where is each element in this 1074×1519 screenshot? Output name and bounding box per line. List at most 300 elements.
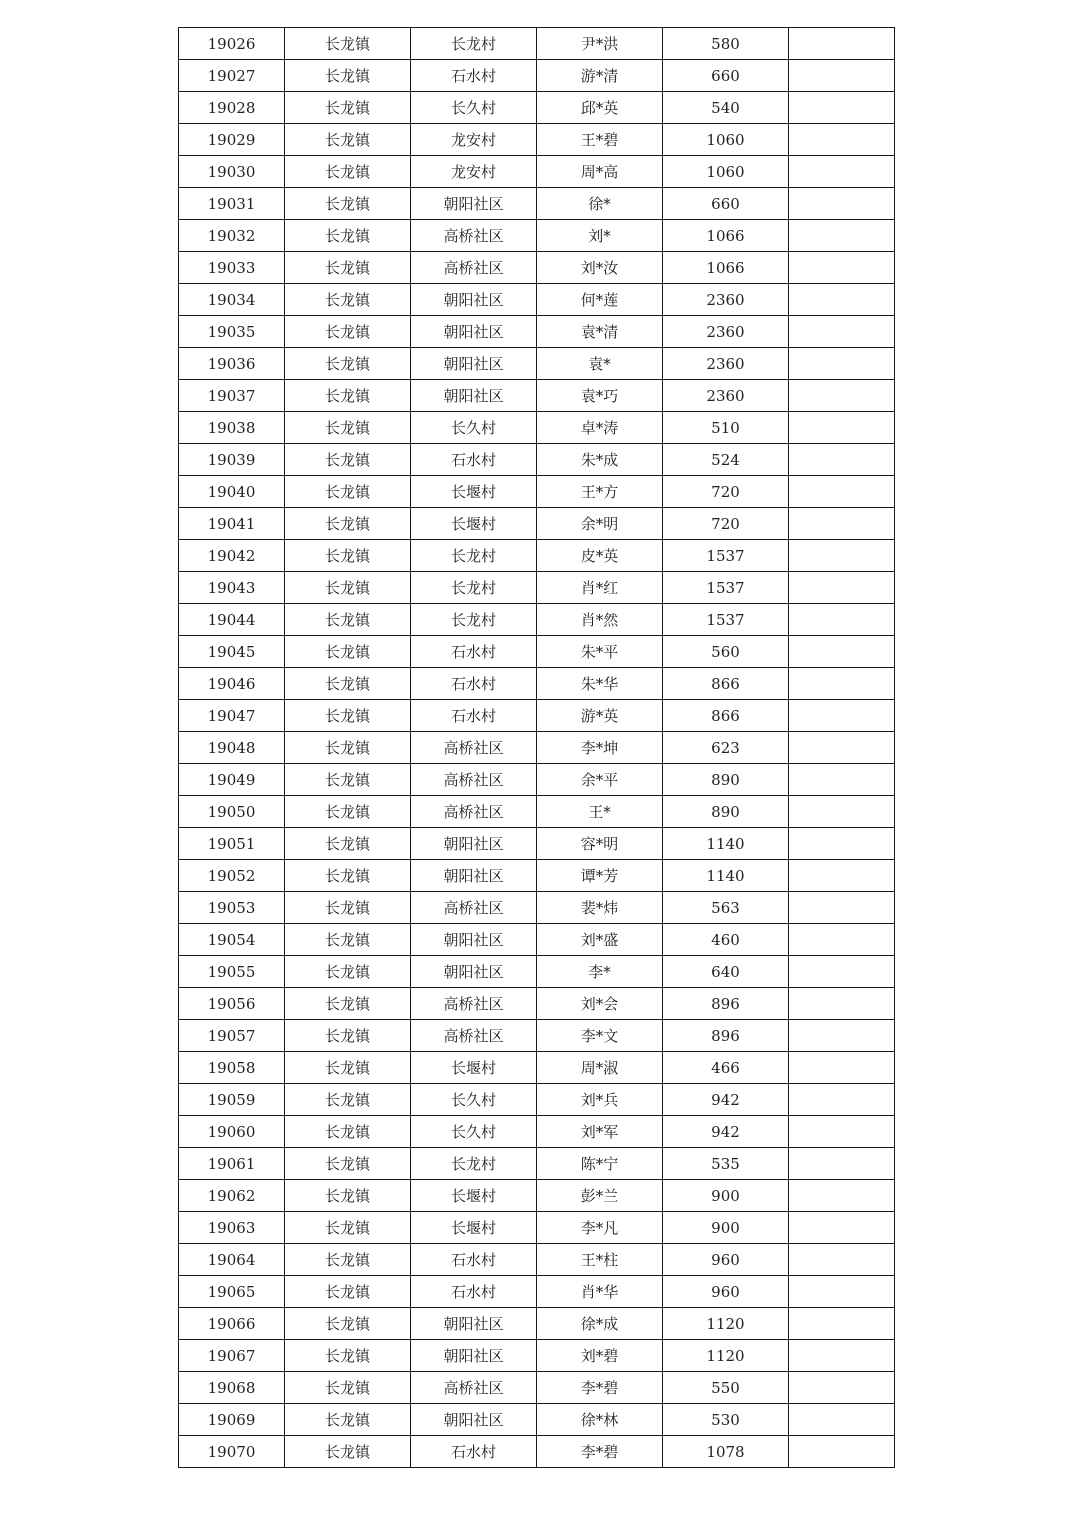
village-cell: 高桥社区 [411, 1372, 537, 1404]
serial-number-cell: 19047 [179, 700, 285, 732]
serial-number-cell: 19053 [179, 892, 285, 924]
serial-number-cell: 19042 [179, 540, 285, 572]
serial-number-cell: 19038 [179, 412, 285, 444]
village-cell: 石水村 [411, 1436, 537, 1468]
table-row [179, 668, 895, 700]
serial-number-cell: 19069 [179, 1404, 285, 1436]
amount-cell: 900 [663, 1212, 789, 1244]
table-row [179, 572, 895, 604]
table-row [179, 60, 895, 92]
village-cell: 高桥社区 [411, 764, 537, 796]
note-cell [789, 1276, 895, 1308]
town-cell: 长龙镇 [285, 476, 411, 508]
name-cell: 王* [537, 796, 663, 828]
table-row [179, 1308, 895, 1340]
amount-cell: 2360 [663, 380, 789, 412]
village-cell: 石水村 [411, 1244, 537, 1276]
amount-cell: 720 [663, 508, 789, 540]
serial-number-cell: 19036 [179, 348, 285, 380]
village-cell: 长堰村 [411, 1212, 537, 1244]
village-cell: 朝阳社区 [411, 828, 537, 860]
note-cell [789, 540, 895, 572]
town-cell: 长龙镇 [285, 988, 411, 1020]
name-cell: 裴*炜 [537, 892, 663, 924]
name-cell: 游*清 [537, 60, 663, 92]
name-cell: 袁*清 [537, 316, 663, 348]
town-cell: 长龙镇 [285, 1340, 411, 1372]
table-row [179, 956, 895, 988]
note-cell [789, 316, 895, 348]
table-row [179, 284, 895, 316]
serial-number-cell: 19054 [179, 924, 285, 956]
note-cell [789, 1116, 895, 1148]
note-cell [789, 732, 895, 764]
village-cell: 朝阳社区 [411, 380, 537, 412]
amount-cell: 1060 [663, 156, 789, 188]
table-row [179, 348, 895, 380]
town-cell: 长龙镇 [285, 1436, 411, 1468]
village-cell: 高桥社区 [411, 892, 537, 924]
note-cell [789, 476, 895, 508]
table-row [179, 860, 895, 892]
name-cell: 刘* [537, 220, 663, 252]
village-cell: 高桥社区 [411, 796, 537, 828]
serial-number-cell: 19068 [179, 1372, 285, 1404]
table-row [179, 124, 895, 156]
amount-cell: 640 [663, 956, 789, 988]
name-cell: 刘*兵 [537, 1084, 663, 1116]
village-cell: 石水村 [411, 668, 537, 700]
town-cell: 长龙镇 [285, 1116, 411, 1148]
name-cell: 刘*碧 [537, 1340, 663, 1372]
note-cell [789, 796, 895, 828]
note-cell [789, 60, 895, 92]
serial-number-cell: 19035 [179, 316, 285, 348]
table-row [179, 796, 895, 828]
town-cell: 长龙镇 [285, 924, 411, 956]
amount-cell: 550 [663, 1372, 789, 1404]
name-cell: 王*方 [537, 476, 663, 508]
serial-number-cell: 19039 [179, 444, 285, 476]
amount-cell: 540 [663, 92, 789, 124]
serial-number-cell: 19049 [179, 764, 285, 796]
amount-cell: 1537 [663, 572, 789, 604]
town-cell: 长龙镇 [285, 1084, 411, 1116]
table-row [179, 444, 895, 476]
note-cell [789, 604, 895, 636]
town-cell: 长龙镇 [285, 252, 411, 284]
village-cell: 朝阳社区 [411, 924, 537, 956]
name-cell: 朱*成 [537, 444, 663, 476]
village-cell: 石水村 [411, 444, 537, 476]
table-row [179, 1084, 895, 1116]
table-row [179, 92, 895, 124]
amount-cell: 466 [663, 1052, 789, 1084]
note-cell [789, 508, 895, 540]
town-cell: 长龙镇 [285, 668, 411, 700]
village-cell: 朝阳社区 [411, 284, 537, 316]
village-cell: 石水村 [411, 1276, 537, 1308]
amount-cell: 900 [663, 1180, 789, 1212]
note-cell [789, 124, 895, 156]
town-cell: 长龙镇 [285, 380, 411, 412]
table-row [179, 1020, 895, 1052]
table-row [179, 1404, 895, 1436]
amount-cell: 530 [663, 1404, 789, 1436]
note-cell [789, 1244, 895, 1276]
serial-number-cell: 19062 [179, 1180, 285, 1212]
table-row [179, 508, 895, 540]
amount-cell: 960 [663, 1244, 789, 1276]
note-cell [789, 636, 895, 668]
serial-number-cell: 19040 [179, 476, 285, 508]
town-cell: 长龙镇 [285, 1308, 411, 1340]
table-row [179, 1276, 895, 1308]
note-cell [789, 924, 895, 956]
amount-cell: 563 [663, 892, 789, 924]
village-cell: 朝阳社区 [411, 1308, 537, 1340]
town-cell: 长龙镇 [285, 796, 411, 828]
serial-number-cell: 19045 [179, 636, 285, 668]
village-cell: 石水村 [411, 636, 537, 668]
table-row [179, 380, 895, 412]
name-cell: 余*平 [537, 764, 663, 796]
town-cell: 长龙镇 [285, 860, 411, 892]
table-body [179, 28, 895, 1468]
amount-cell: 896 [663, 1020, 789, 1052]
amount-cell: 942 [663, 1116, 789, 1148]
amount-cell: 1060 [663, 124, 789, 156]
serial-number-cell: 19026 [179, 28, 285, 60]
amount-cell: 890 [663, 764, 789, 796]
serial-number-cell: 19034 [179, 284, 285, 316]
note-cell [789, 412, 895, 444]
village-cell: 长久村 [411, 1084, 537, 1116]
amount-cell: 1066 [663, 220, 789, 252]
table-row [179, 828, 895, 860]
name-cell: 肖*然 [537, 604, 663, 636]
name-cell: 徐*林 [537, 1404, 663, 1436]
village-cell: 龙安村 [411, 156, 537, 188]
name-cell: 李*文 [537, 1020, 663, 1052]
note-cell [789, 252, 895, 284]
name-cell: 王*碧 [537, 124, 663, 156]
note-cell [789, 380, 895, 412]
amount-cell: 2360 [663, 348, 789, 380]
serial-number-cell: 19037 [179, 380, 285, 412]
amount-cell: 623 [663, 732, 789, 764]
name-cell: 徐*成 [537, 1308, 663, 1340]
name-cell: 袁*巧 [537, 380, 663, 412]
name-cell: 刘*盛 [537, 924, 663, 956]
amount-cell: 660 [663, 60, 789, 92]
note-cell [789, 92, 895, 124]
village-cell: 长堰村 [411, 1052, 537, 1084]
note-cell [789, 860, 895, 892]
serial-number-cell: 19043 [179, 572, 285, 604]
town-cell: 长龙镇 [285, 956, 411, 988]
serial-number-cell: 19051 [179, 828, 285, 860]
amount-cell: 2360 [663, 284, 789, 316]
serial-number-cell: 19027 [179, 60, 285, 92]
village-cell: 石水村 [411, 700, 537, 732]
town-cell: 长龙镇 [285, 1020, 411, 1052]
serial-number-cell: 19063 [179, 1212, 285, 1244]
town-cell: 长龙镇 [285, 572, 411, 604]
note-cell [789, 156, 895, 188]
note-cell [789, 892, 895, 924]
amount-cell: 960 [663, 1276, 789, 1308]
amount-cell: 1140 [663, 860, 789, 892]
village-cell: 长堰村 [411, 476, 537, 508]
name-cell: 朱*华 [537, 668, 663, 700]
amount-cell: 896 [663, 988, 789, 1020]
table-row [179, 540, 895, 572]
serial-number-cell: 19067 [179, 1340, 285, 1372]
name-cell: 彭*兰 [537, 1180, 663, 1212]
town-cell: 长龙镇 [285, 604, 411, 636]
serial-number-cell: 19032 [179, 220, 285, 252]
name-cell: 肖*华 [537, 1276, 663, 1308]
table-row [179, 28, 895, 60]
village-cell: 长堰村 [411, 508, 537, 540]
name-cell: 李*碧 [537, 1372, 663, 1404]
village-cell: 长龙村 [411, 604, 537, 636]
name-cell: 周*淑 [537, 1052, 663, 1084]
note-cell [789, 1404, 895, 1436]
table-row [179, 220, 895, 252]
village-cell: 朝阳社区 [411, 860, 537, 892]
town-cell: 长龙镇 [285, 732, 411, 764]
note-cell [789, 444, 895, 476]
note-cell [789, 1052, 895, 1084]
table-row [179, 1244, 895, 1276]
note-cell [789, 1308, 895, 1340]
serial-number-cell: 19030 [179, 156, 285, 188]
serial-number-cell: 19055 [179, 956, 285, 988]
name-cell: 容*明 [537, 828, 663, 860]
amount-cell: 524 [663, 444, 789, 476]
town-cell: 长龙镇 [285, 316, 411, 348]
village-cell: 朝阳社区 [411, 316, 537, 348]
town-cell: 长龙镇 [285, 28, 411, 60]
town-cell: 长龙镇 [285, 540, 411, 572]
name-cell: 卓*涛 [537, 412, 663, 444]
note-cell [789, 188, 895, 220]
town-cell: 长龙镇 [285, 1404, 411, 1436]
table-row [179, 924, 895, 956]
table-row [179, 1212, 895, 1244]
town-cell: 长龙镇 [285, 188, 411, 220]
table-row [179, 1116, 895, 1148]
note-cell [789, 828, 895, 860]
town-cell: 长龙镇 [285, 156, 411, 188]
name-cell: 李*凡 [537, 1212, 663, 1244]
serial-number-cell: 19057 [179, 1020, 285, 1052]
town-cell: 长龙镇 [285, 1244, 411, 1276]
name-cell: 肖*红 [537, 572, 663, 604]
serial-number-cell: 19046 [179, 668, 285, 700]
serial-number-cell: 19064 [179, 1244, 285, 1276]
table-row [179, 316, 895, 348]
amount-cell: 866 [663, 668, 789, 700]
town-cell: 长龙镇 [285, 284, 411, 316]
note-cell [789, 220, 895, 252]
table-row [179, 1052, 895, 1084]
town-cell: 长龙镇 [285, 892, 411, 924]
table-row [179, 1148, 895, 1180]
village-cell: 高桥社区 [411, 252, 537, 284]
serial-number-cell: 19058 [179, 1052, 285, 1084]
table-row [179, 252, 895, 284]
amount-cell: 1537 [663, 540, 789, 572]
serial-number-cell: 19059 [179, 1084, 285, 1116]
village-cell: 长久村 [411, 92, 537, 124]
note-cell [789, 700, 895, 732]
town-cell: 长龙镇 [285, 220, 411, 252]
village-cell: 高桥社区 [411, 220, 537, 252]
table-row [179, 412, 895, 444]
table-row [179, 604, 895, 636]
village-cell: 长龙村 [411, 28, 537, 60]
note-cell [789, 956, 895, 988]
name-cell: 皮*英 [537, 540, 663, 572]
name-cell: 李*坤 [537, 732, 663, 764]
town-cell: 长龙镇 [285, 124, 411, 156]
note-cell [789, 1148, 895, 1180]
amount-cell: 560 [663, 636, 789, 668]
village-cell: 朝阳社区 [411, 1340, 537, 1372]
town-cell: 长龙镇 [285, 412, 411, 444]
village-cell: 长龙村 [411, 1148, 537, 1180]
serial-number-cell: 19028 [179, 92, 285, 124]
village-cell: 长久村 [411, 412, 537, 444]
amount-cell: 580 [663, 28, 789, 60]
name-cell: 尹*洪 [537, 28, 663, 60]
town-cell: 长龙镇 [285, 764, 411, 796]
table-row [179, 732, 895, 764]
table-row [179, 1436, 895, 1468]
amount-cell: 890 [663, 796, 789, 828]
village-cell: 高桥社区 [411, 1020, 537, 1052]
village-cell: 长龙村 [411, 540, 537, 572]
serial-number-cell: 19065 [179, 1276, 285, 1308]
note-cell [789, 572, 895, 604]
amount-cell: 535 [663, 1148, 789, 1180]
note-cell [789, 1020, 895, 1052]
serial-number-cell: 19044 [179, 604, 285, 636]
village-cell: 朝阳社区 [411, 348, 537, 380]
table-row [179, 700, 895, 732]
village-cell: 朝阳社区 [411, 1404, 537, 1436]
table-row [179, 1180, 895, 1212]
town-cell: 长龙镇 [285, 636, 411, 668]
serial-number-cell: 19041 [179, 508, 285, 540]
village-cell: 石水村 [411, 60, 537, 92]
table-row [179, 1340, 895, 1372]
table-row [179, 476, 895, 508]
village-cell: 长堰村 [411, 1180, 537, 1212]
town-cell: 长龙镇 [285, 348, 411, 380]
name-cell: 李*碧 [537, 1436, 663, 1468]
amount-cell: 510 [663, 412, 789, 444]
serial-number-cell: 19048 [179, 732, 285, 764]
town-cell: 长龙镇 [285, 508, 411, 540]
data-table [178, 27, 895, 1468]
town-cell: 长龙镇 [285, 828, 411, 860]
table-row [179, 188, 895, 220]
serial-number-cell: 19056 [179, 988, 285, 1020]
amount-cell: 1066 [663, 252, 789, 284]
village-cell: 龙安村 [411, 124, 537, 156]
note-cell [789, 348, 895, 380]
town-cell: 长龙镇 [285, 1148, 411, 1180]
serial-number-cell: 19070 [179, 1436, 285, 1468]
amount-cell: 1537 [663, 604, 789, 636]
town-cell: 长龙镇 [285, 444, 411, 476]
table-row [179, 636, 895, 668]
name-cell: 刘*军 [537, 1116, 663, 1148]
note-cell [789, 1372, 895, 1404]
amount-cell: 2360 [663, 316, 789, 348]
name-cell: 王*柱 [537, 1244, 663, 1276]
name-cell: 邱*英 [537, 92, 663, 124]
serial-number-cell: 19050 [179, 796, 285, 828]
village-cell: 高桥社区 [411, 732, 537, 764]
amount-cell: 660 [663, 188, 789, 220]
serial-number-cell: 19066 [179, 1308, 285, 1340]
serial-number-cell: 19052 [179, 860, 285, 892]
amount-cell: 1140 [663, 828, 789, 860]
serial-number-cell: 19031 [179, 188, 285, 220]
note-cell [789, 1436, 895, 1468]
note-cell [789, 668, 895, 700]
name-cell: 何*莲 [537, 284, 663, 316]
town-cell: 长龙镇 [285, 700, 411, 732]
name-cell: 游*英 [537, 700, 663, 732]
serial-number-cell: 19029 [179, 124, 285, 156]
name-cell: 陈*宁 [537, 1148, 663, 1180]
note-cell [789, 1212, 895, 1244]
town-cell: 长龙镇 [285, 1372, 411, 1404]
serial-number-cell: 19033 [179, 252, 285, 284]
name-cell: 余*明 [537, 508, 663, 540]
town-cell: 长龙镇 [285, 92, 411, 124]
village-cell: 朝阳社区 [411, 956, 537, 988]
table-row [179, 156, 895, 188]
name-cell: 袁* [537, 348, 663, 380]
amount-cell: 1078 [663, 1436, 789, 1468]
village-cell: 长龙村 [411, 572, 537, 604]
town-cell: 长龙镇 [285, 1276, 411, 1308]
table-row [179, 988, 895, 1020]
note-cell [789, 1084, 895, 1116]
note-cell [789, 1180, 895, 1212]
town-cell: 长龙镇 [285, 60, 411, 92]
serial-number-cell: 19061 [179, 1148, 285, 1180]
amount-cell: 1120 [663, 1308, 789, 1340]
amount-cell: 942 [663, 1084, 789, 1116]
table-row [179, 764, 895, 796]
table-row [179, 892, 895, 924]
serial-number-cell: 19060 [179, 1116, 285, 1148]
name-cell: 刘*会 [537, 988, 663, 1020]
village-cell: 高桥社区 [411, 988, 537, 1020]
note-cell [789, 284, 895, 316]
name-cell: 刘*汝 [537, 252, 663, 284]
name-cell: 周*高 [537, 156, 663, 188]
note-cell [789, 1340, 895, 1372]
